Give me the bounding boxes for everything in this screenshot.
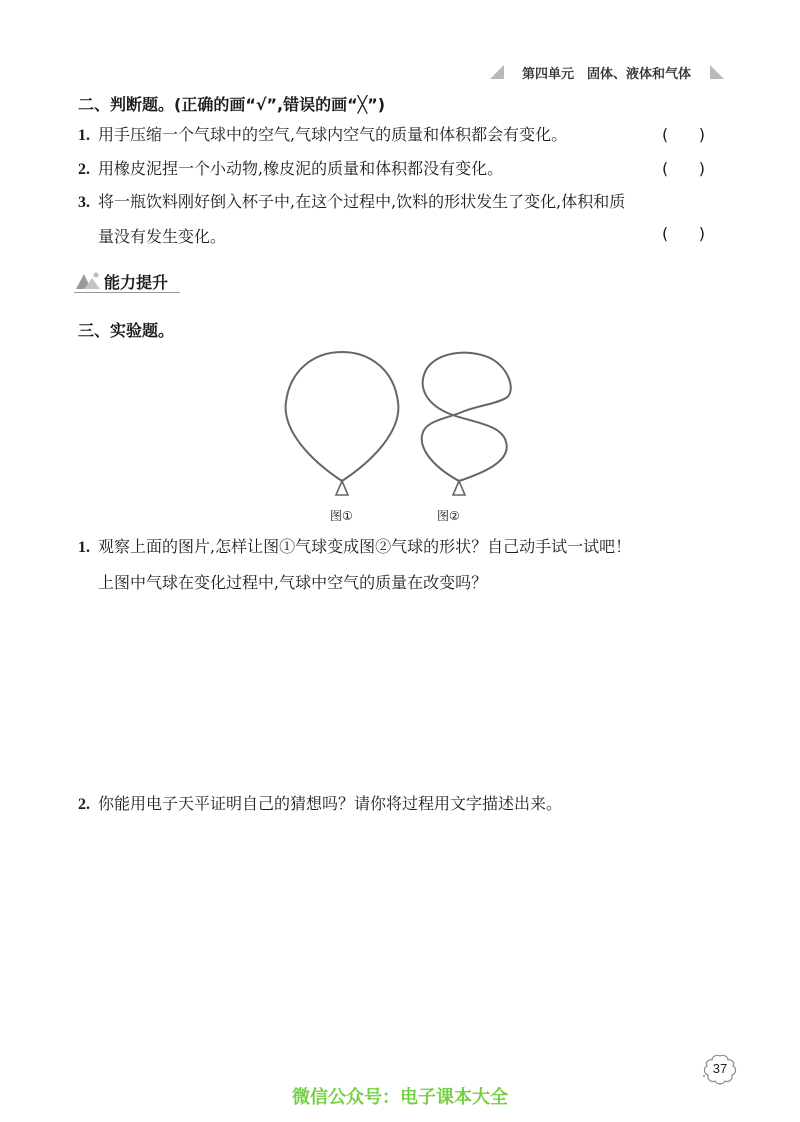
page-number: 37	[712, 1061, 728, 1076]
page-number-badge	[702, 1053, 738, 1085]
ability-underline	[74, 292, 180, 293]
answer-paren-1[interactable]: ( )	[662, 125, 705, 144]
figure-1-caption: 图①	[330, 509, 353, 523]
question-3-1-continued: 上图中气球在变化过程中,气球中空气的质量在改变吗？	[98, 573, 488, 592]
header-left-triangle-icon	[490, 65, 504, 79]
unit-title: 第四单元 固体、液体和气体	[522, 67, 692, 82]
balloon-2-knot	[453, 481, 465, 495]
question-number: 1.	[78, 127, 90, 144]
unit-header	[488, 62, 728, 84]
question-text: 将一瓶饮料刚好倒入杯子中,在这个过程中,饮料的形状发生了变化,体积和质	[98, 192, 626, 211]
question-2-3-continued: 量没有发生变化。	[98, 227, 227, 246]
question-text: 你能用电子天平证明自己的猜想吗？请你将过程用文字描述出来。	[98, 794, 563, 813]
figure-2-caption: 图②	[437, 509, 460, 523]
section-2-title: 二、判断题。(正确的画“√”,错误的画“╳”)	[78, 95, 386, 114]
question-text: 用橡皮泥捏一个小动物,橡皮泥的质量和体积都没有变化。	[98, 159, 504, 178]
question-number: 3.	[78, 194, 90, 211]
question-2-2	[78, 159, 503, 180]
ability-title: 能力提升	[104, 273, 169, 292]
balloon-diagram	[280, 350, 540, 530]
question-number: 2.	[78, 161, 90, 178]
answer-paren-3[interactable]: ( )	[662, 224, 705, 243]
mountain-icon	[74, 270, 102, 290]
balloon-1-outline	[286, 352, 399, 481]
question-2-3	[78, 192, 625, 213]
balloon-1-knot	[336, 481, 348, 495]
question-3-1	[78, 537, 631, 558]
question-text: 用手压缩一个气球中的空气,气球内空气的质量和体积都会有变化。	[98, 125, 568, 144]
question-number: 2.	[78, 796, 90, 813]
section-3-title: 三、实验题。	[78, 321, 175, 340]
answer-paren-2[interactable]: ( )	[662, 159, 705, 178]
balloon-2-outline	[422, 353, 511, 481]
question-number: 1.	[78, 539, 90, 556]
header-right-triangle-icon	[710, 65, 724, 79]
question-3-2	[78, 794, 562, 815]
balloon-figures	[280, 350, 540, 534]
question-2-1	[78, 125, 567, 146]
watermark: 微信公众号：电子课本大全	[292, 1087, 508, 1108]
ability-section-header	[74, 268, 194, 294]
question-text: 观察上面的图片,怎样让图①气球变成图②气球的形状？自己动手试一试吧！	[98, 537, 632, 556]
